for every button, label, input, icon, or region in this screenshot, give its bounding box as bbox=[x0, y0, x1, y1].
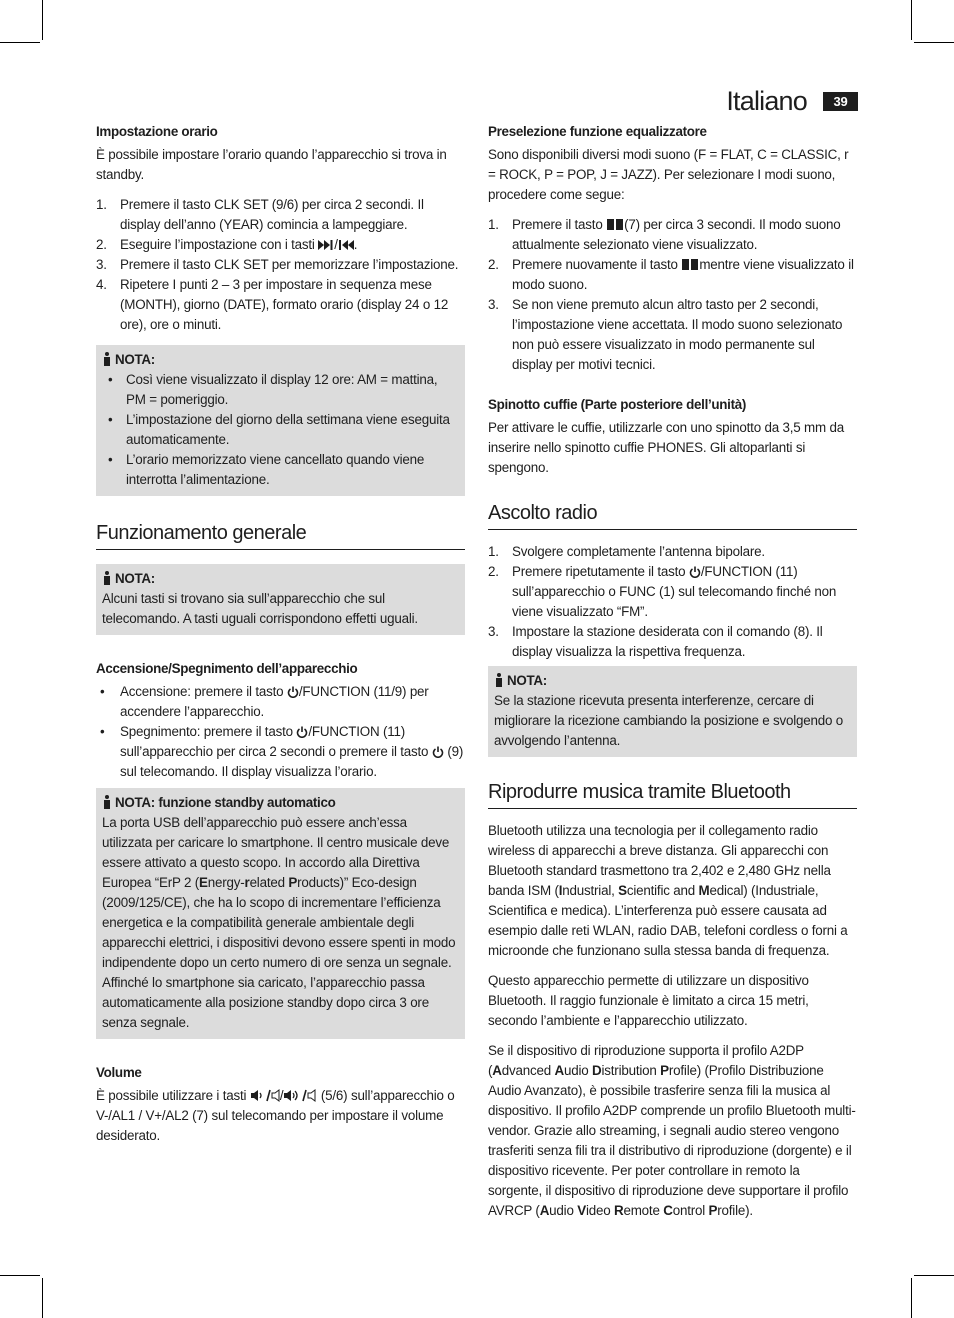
list-item: • Accensione: premere il tasto /FUNCTION (11/9) per accendere l’apparecchio. bbox=[100, 684, 429, 719]
list-item: • Così viene visualizzato il display 12 ore: AM = mattina, PM = pomeriggio. bbox=[108, 372, 438, 407]
crop-mark bbox=[914, 42, 954, 43]
crop-mark bbox=[0, 1275, 40, 1276]
crop-mark bbox=[911, 0, 912, 40]
list-item: 3. Impostare la stazione desiderata con il comando (8). Il display visualizza la rispettiva frequenza. bbox=[488, 624, 823, 659]
volume-up-icon bbox=[283, 1089, 317, 1102]
crop-mark bbox=[0, 42, 40, 43]
list-item: 2. Premere nuovamente il tasto mentre viene visualizzato il modo suono. bbox=[488, 257, 854, 292]
list-item: 1. Svolgere completamente l’antenna bipolare. bbox=[488, 544, 765, 559]
note-box: NOTA: Se la stazione ricevuta presenta interferenze, cercare di migliorare la ricezione cambiando la posizione e svolgendo o avvolgendo l’antenna. bbox=[488, 666, 857, 757]
note-box: NOTA: funzione standby automatico La porta USB dell’apparecchio può essere anch’essa utilizzata per caricare lo smartphone. Il centro musicale deve essere attivato a questo scopo. In accordo alla Direttiva Europea “ErP 2 (Energy-related Products)” Eco-design (2009/125/CE), che ha lo scopo di incrementare l’efficienza energetica e la compatibilità generale ambientale degli apparecchi elettrici, i dispositivi devono essere spenti in modo indipendente dopo un certo numero di ore senza un segnale. Affinché lo smartphone sia caricato, l’apparecchio passa automaticamente alla posizione standby dopo circa 3 ore senza segnale. bbox=[96, 788, 465, 1039]
eq-heading: Preselezione funzione equalizzatore bbox=[488, 124, 707, 139]
info-icon bbox=[102, 571, 112, 585]
headphones-text: Per attivare le cuffie, utilizzarle con uno spinotto da 3,5 mm da inserire nello spinotto cuffie PHONES. Gli altoparlanti si spengono. bbox=[488, 420, 844, 475]
page-number: 39 bbox=[823, 92, 858, 111]
time-heading: Impostazione orario bbox=[96, 124, 218, 139]
list-item: • L’orario memorizzato viene cancellato quando viene interrotta l’alimentazione. bbox=[108, 452, 425, 487]
radio-steps bbox=[488, 542, 857, 662]
power-list bbox=[96, 682, 465, 782]
volume-heading: Volume bbox=[96, 1065, 142, 1080]
skip-forward-icon bbox=[318, 239, 334, 251]
section-title-bluetooth: Riprodurre musica tramite Bluetooth bbox=[488, 779, 857, 809]
standby-text: La porta USB dell’apparecchio può essere anch’essa utilizzata per caricare lo smartphone. Il centro musicale deve essere attivato a questo scopo. In accordo alla Direttiva Europea “ErP 2 (Energy-related Products)” Eco-design (2009/125/CE), che ha lo scopo di incrementare l’efficienza energetica e la compatibilità generale ambientale degli apparecchi elettrici, i dispositivi devono essere spenti in modo indipendente dopo un certo numero di ore senza un segnale. Affinché lo smartphone sia caricato, l’apparecchio passa automaticamente alla posizione standby dopo circa 3 ore senza segnale. bbox=[102, 815, 456, 1030]
note-box: NOTA: Alcuni tasti si trovano sia sull’apparecchio che sul telecomando. A tasti uguali corrispondono effetti uguali. bbox=[96, 564, 465, 635]
info-icon bbox=[494, 673, 504, 687]
list-item: 1. Premere il tasto (7) per circa 3 secondi. Il modo suono attualmente selezionato viene visualizzato. bbox=[488, 217, 841, 252]
crop-mark bbox=[911, 1278, 912, 1318]
section-title-general: Funzionamento generale bbox=[96, 520, 465, 550]
bluetooth-p2: Questo apparecchio permette di utilizzare un dispositivo Bluetooth. Il raggio funzionale è limitato a circa 15 metri, secondo l’ambiente e l’apparecchio utilizzato. bbox=[488, 973, 809, 1028]
left-column bbox=[96, 122, 465, 1146]
bluetooth-p1: Bluetooth utilizza una tecnologia per il collegamento radio wireless di apparecchi a breve distanza. Gli apparecchi con Bluetooth standard trasmettono tra 2,402 e 2,480 GHz nella banda ISM (Industrial, Scientific and Medical) (Industriale, Scientifica e medica). L’interferenza può essere causata ad esempio dalle reti WLAN, radio DAB, telefoni cordless o forni a microonde che funzionano sulla stessa banda di frequenza. bbox=[488, 823, 848, 958]
power-icon bbox=[296, 726, 308, 738]
bluetooth-p3: Se il dispositivo di riproduzione supporta il profilo A2DP (Advanced Audio Distribution Profile) (Profilo Distribuzione Audio Avanzato), è possibile trasferire senza fili la musica al dispositivo. Il profilo A2DP comprende un profilo Bluetooth multi-vendor. Grazie allo streaming, i segnali audio stereo vengono trasferiti senza fili tra il distributivo di riproduzione (dorgente) e il dispositivo ricevente. Per poter controllare in remoto la sorgente, il dispositivo di riproduzione deve supportare il profilo AVRCP (Audio Video Remote Control Profile). bbox=[488, 1043, 856, 1218]
list-item: 3. Premere il tasto CLK SET per memorizzare l’impostazione. bbox=[96, 257, 459, 272]
list-item: • Spegnimento: premere il tasto /FUNCTION (11) sull’apparecchio per circa 2 secondi o premere il tasto (9) sul telecomando. Il display visualizza l’orario. bbox=[100, 724, 464, 779]
crop-mark bbox=[42, 1278, 43, 1318]
power-icon bbox=[432, 746, 444, 758]
power-icon bbox=[689, 566, 701, 578]
volume-text: È possibile utilizzare i tasti / (5/6) sull’apparecchio o V-/AL1 / V+/AL2 (7) sul telecomando per impostare il volume desiderato. bbox=[96, 1088, 455, 1143]
list-item: 2. Premere ripetutamente il tasto /FUNCTION (11) sull’apparecchio o FUNC (1) sul telecomando finché non viene visualizzato “FM”. bbox=[488, 564, 837, 619]
section-title-radio: Ascolto radio bbox=[488, 500, 857, 530]
equalizer-book-icon bbox=[606, 218, 624, 231]
time-intro: È possibile impostare l’orario quando l’apparecchio si trova in standby. bbox=[96, 147, 447, 182]
crop-mark bbox=[42, 0, 43, 40]
headphones-heading: Spinotto cuffie (Parte posteriore dell’unità) bbox=[488, 397, 747, 412]
list-item: 2. Eseguire l’impostazione con i tasti / . bbox=[96, 237, 358, 252]
info-icon bbox=[102, 795, 112, 809]
note-box: NOTA: • Così viene visualizzato il display 12 ore: AM = mattina, PM = pomeriggio. • L’impostazione del giorno della settimana viene eseguita automaticamente. • L’orario memorizzato viene cancellato quando viene interrotta l’alimentazione. bbox=[96, 345, 465, 496]
volume-down-icon bbox=[250, 1089, 280, 1102]
language-title: Italiano bbox=[726, 86, 807, 116]
time-steps bbox=[96, 195, 465, 335]
power-heading: Accensione/Spegnimento dell’apparecchio bbox=[96, 661, 358, 676]
list-item: 3. Se non viene premuto alcun altro tasto per 2 secondi, l’impostazione viene accettata. Il modo suono selezionato non può essere visualizzato in modo permanente sul display per motivi tecnici. bbox=[488, 297, 843, 372]
eq-intro: Sono disponibili diversi modi suono (F = FLAT, C = CLASSIC, r = ROCK, P = POP, J = JAZZ). Per selezionare I modi suono, procedere come segue: bbox=[488, 147, 849, 202]
crop-mark bbox=[914, 1275, 954, 1276]
info-icon bbox=[102, 352, 112, 366]
power-icon bbox=[287, 686, 299, 698]
list-item: • L’impostazione del giorno della settimana viene eseguita automaticamente. bbox=[108, 412, 450, 447]
eq-steps bbox=[488, 215, 857, 375]
list-item: 4. Ripetere I punti 2 – 3 per impostare in sequenza mese (MONTH), giorno (DATE), formato orario (display 24 o 12 ore), ore o minuti. bbox=[96, 277, 449, 332]
skip-back-icon bbox=[338, 239, 354, 251]
equalizer-book-icon bbox=[681, 258, 699, 271]
list-item: 1. Premere il tasto CLK SET (9/6) per circa 2 secondi. Il display dell’anno (YEAR) comincia a lampeggiare. bbox=[96, 197, 424, 232]
right-column bbox=[488, 122, 857, 1221]
